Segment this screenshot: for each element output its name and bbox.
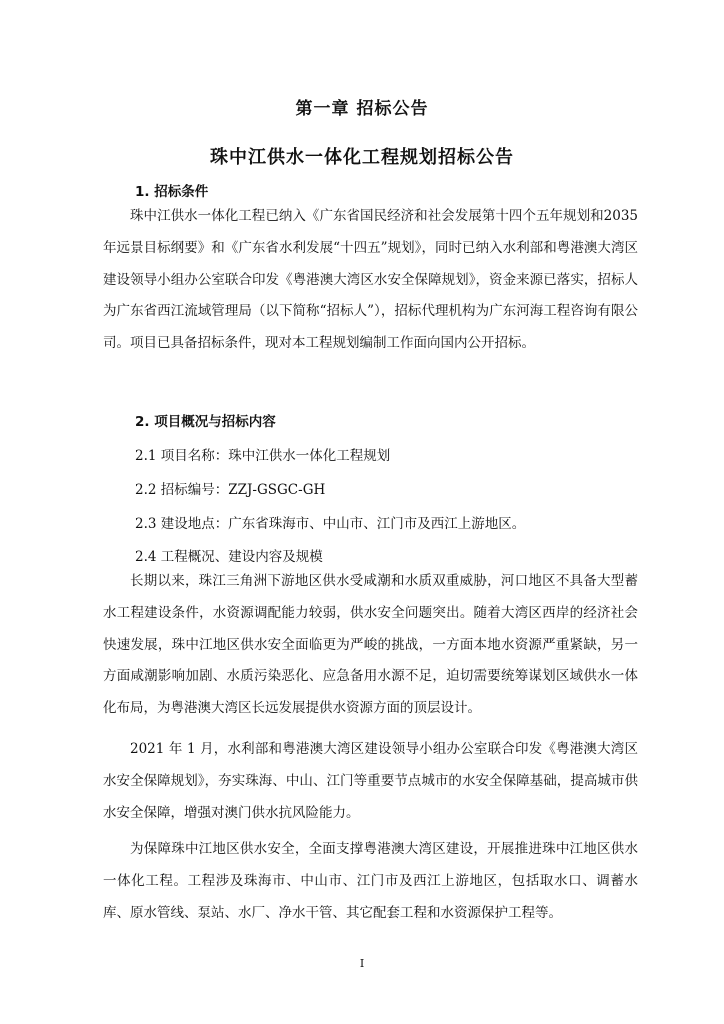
page-number: I	[359, 957, 365, 970]
document-title: 珠中江供水一体化工程规划招标公告	[210, 147, 514, 168]
paragraph-background: 长期以来，珠江三角洲下游地区供水受咸潮和水质双重威胁，河口地区不具备大型蓄水工程建设条件，水资源调配能力较弱，供水安全问题突出。随着大湾区西岸的经济社会快速发展，珠中江地区供水安全面临更为严峻的挑战，一方面本地水资源严重紧缺，另一方面咸潮影响加剧、水质污染恶化、应急备用水源不足，迫切需要统筹谋划区域供水一体化布局，为粤港澳大湾区长远发展提供水资源方面的顶层设计。	[103, 573, 638, 717]
paragraph-plan-2021: 2021 年 1 月，水利部和粤港澳大湾区建设领导小组办公室联合印发《粤港澳大湾区水安全保障规划》，夯实珠海、中山、江门等重要节点城市的水安全保障基础，提高城市供水安全保障，增强对澳门供水抗风险能力。	[103, 741, 638, 821]
item-bid-number: 2.2 招标编号：ZZJ-GSGC-GH	[135, 482, 326, 498]
section-heading-1: 1. 招标条件	[135, 184, 209, 200]
section-heading-2: 2. 项目概况与招标内容	[135, 414, 276, 430]
item-location: 2.3 建设地点：广东省珠海市、中山市、江门市及西江上游地区。	[135, 516, 526, 532]
chapter-title: 第一章 招标公告	[295, 99, 429, 119]
item-overview: 2.4 工程概况、建设内容及规模	[135, 549, 323, 565]
paragraph-bidding-conditions: 珠中江供水一体化工程已纳入《广东省国民经济和社会发展第十四个五年规划和2035 年远景目标纲要》和《广东省水利发展“十四五”规划》，同时已纳入水利部和粤港澳大湾区建设领导小组办公室联合印发《粤港澳大湾区水安全保障规划》，资金来源已落实，招标人为广东省西江流域管理局（以下简称“招标人”），招标代理机构为广东河海工程咨询有限公司。项目已具备招标条件，现对本工程规划编制工作面向国内公开招标。	[103, 208, 638, 352]
paragraph-project-scope: 为保障珠中江地区供水安全，全面支撑粤港澳大湾区建设，开展推进珠中江地区供水一体化工程。工程涉及珠海市、中山市、江门市及西江上游地区，包括取水口、调蓄水库、原水管线、泵站、水厂、净水干管、其它配套工程和水资源保护工程等。	[103, 841, 638, 921]
item-project-name: 2.1 项目名称：珠中江供水一体化工程规划	[135, 448, 391, 464]
